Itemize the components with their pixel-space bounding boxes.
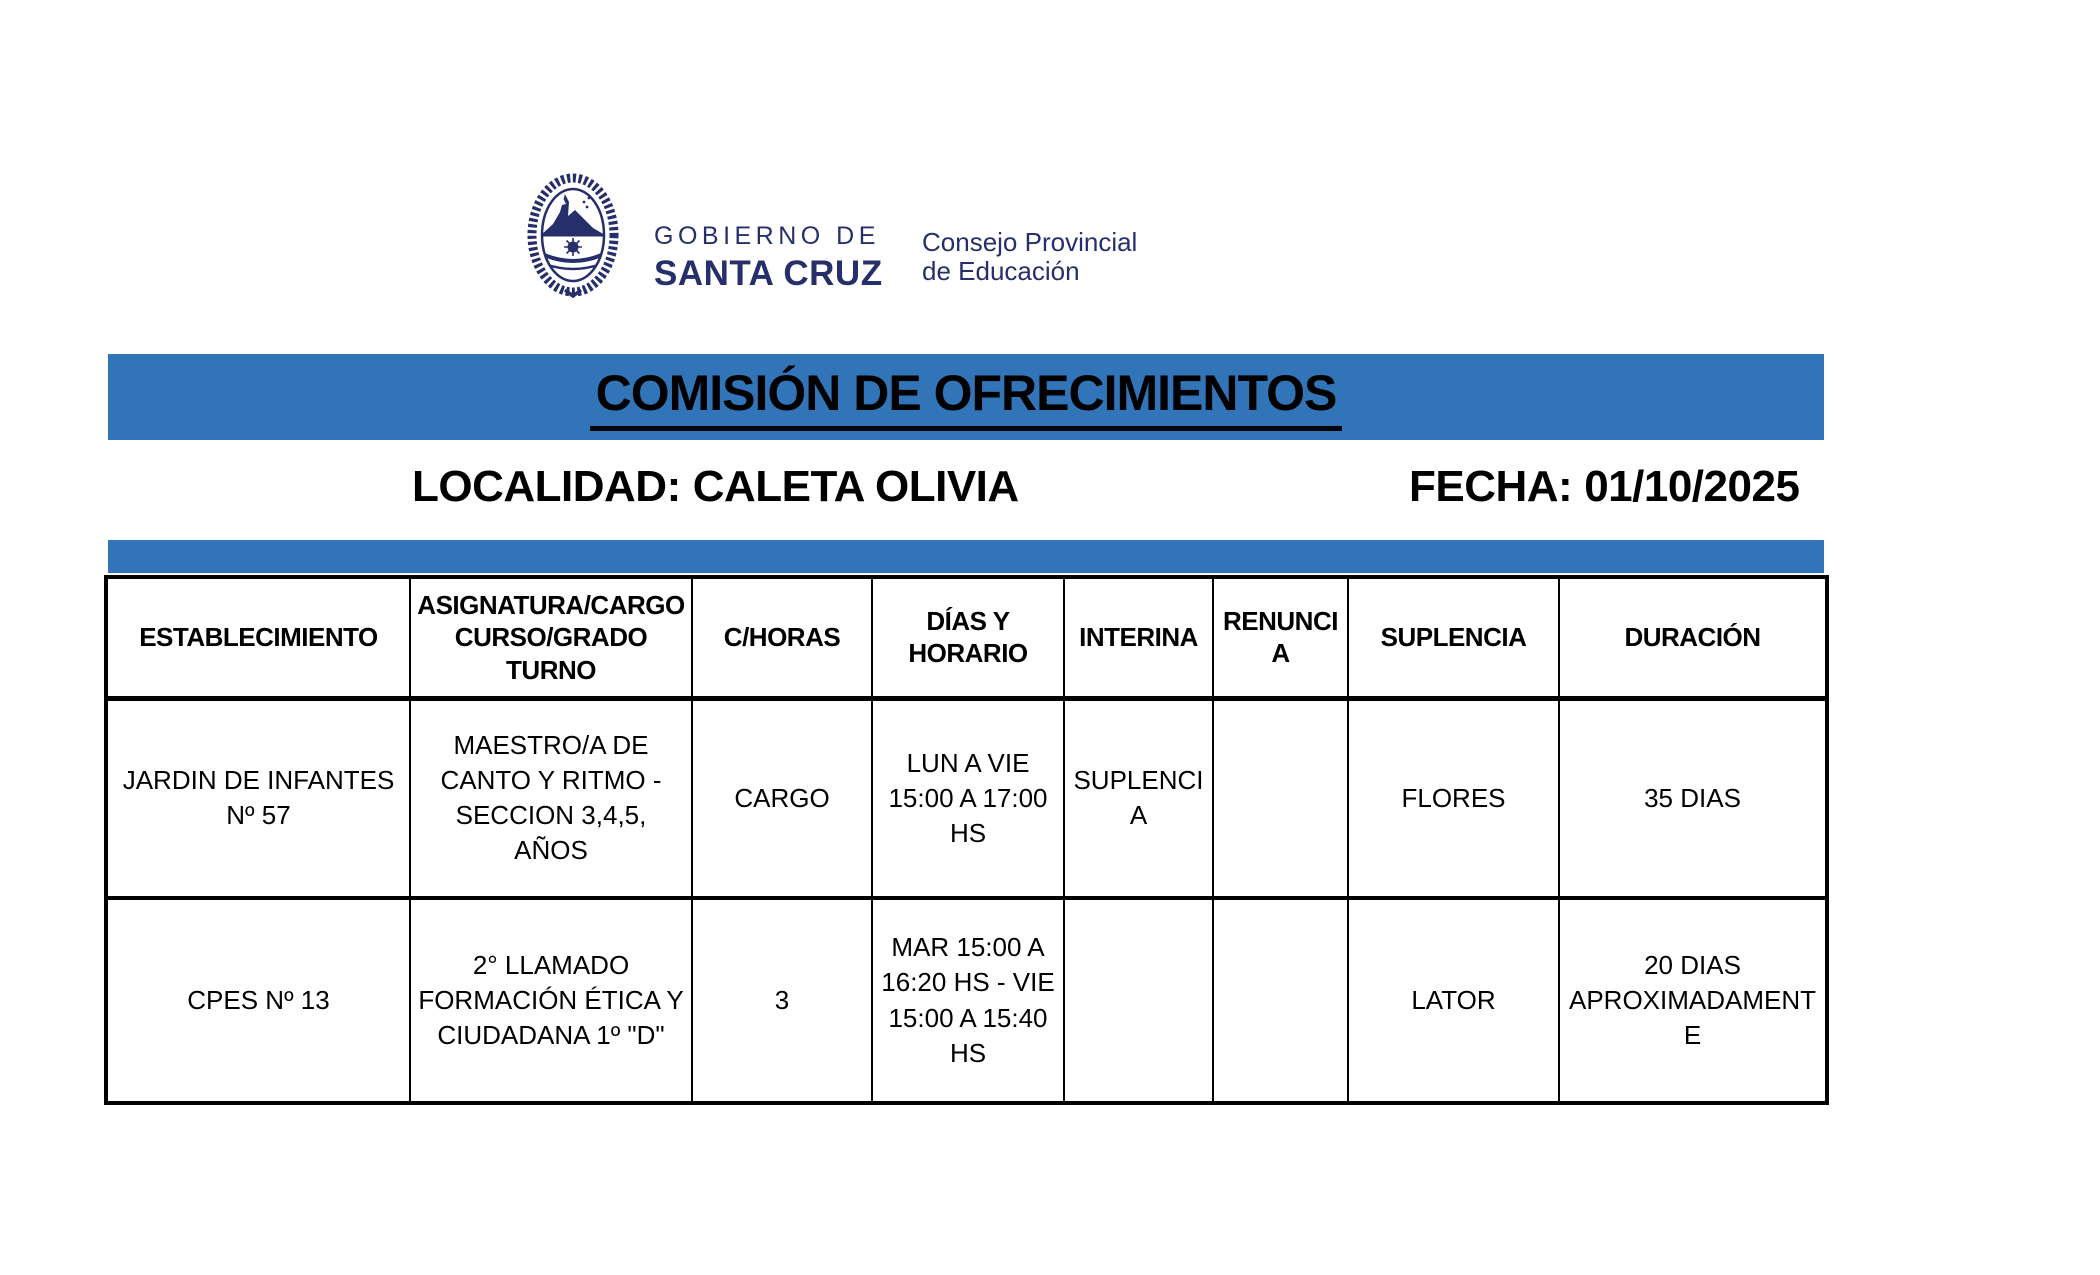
localidad-label: LOCALIDAD: <box>412 462 681 511</box>
column-header-establecimiento: ESTABLECIMIENTO <box>106 577 410 698</box>
localidad-text <box>412 462 1019 512</box>
cell-duracion: 20 DIAS APROXIMADAMENTE <box>1559 898 1827 1103</box>
de-educacion-text: de Educación <box>922 256 1080 287</box>
table-row <box>106 898 1827 1103</box>
cell-asignatura: MAESTRO/A DE CANTO Y RITMO - SECCION 3,4,5, AÑOS <box>410 698 692 898</box>
column-header-dias-y-horario: DÍAS Y HORARIO <box>872 577 1064 698</box>
column-header-renuncia: RENUNCIA <box>1213 577 1348 698</box>
gobierno-de-text: GOBIERNO DE <box>654 222 880 250</box>
cell-interina <box>1064 898 1213 1103</box>
consejo-provincial-text: Consejo Provincial <box>922 227 1138 257</box>
accent-bar <box>108 540 1824 573</box>
cell-establecimiento: JARDIN DE INFANTES Nº 57 <box>106 698 410 898</box>
cell-interina: SUPLENCIA <box>1064 698 1213 898</box>
table-header-row <box>106 577 1827 698</box>
gobierno-wordmark <box>654 222 883 294</box>
cell-duracion: 35 DIAS <box>1559 698 1827 898</box>
cell-suplencia: FLORES <box>1348 698 1559 898</box>
column-header-c-horas: C/HORAS <box>692 577 872 698</box>
column-header-duracion: DURACIÓN <box>1559 577 1827 698</box>
page-title: COMISIÓN DE OFRECIMIENTOS <box>590 364 1343 431</box>
localidad-value: CALETA OLIVIA <box>692 462 1019 511</box>
santa-cruz-text: SANTA CRUZ <box>654 254 883 293</box>
fecha-value: 01/10/2025 <box>1584 462 1800 511</box>
cell-asignatura: 2° LLAMADO FORMACIÓN ÉTICA Y CIUDADANA 1º "D" <box>410 898 692 1103</box>
cell-renuncia <box>1213 698 1348 898</box>
cell-suplencia: LATOR <box>1348 898 1559 1103</box>
title-banner <box>108 354 1824 440</box>
fecha-text <box>1409 462 1799 512</box>
column-header-interina: INTERINA <box>1064 577 1213 698</box>
cell-dias-y-horario: MAR 15:00 A 16:20 HS - VIE 15:00 A 15:40 HS <box>872 898 1064 1103</box>
table-row <box>106 698 1827 898</box>
fecha-label: FECHA: <box>1409 462 1573 511</box>
cell-c-horas: CARGO <box>692 698 872 898</box>
cell-establecimiento: CPES Nº 13 <box>106 898 410 1103</box>
column-header-suplencia: SUPLENCIA <box>1348 577 1559 698</box>
cell-dias-y-horario: LUN A VIE 15:00 A 17:00 HS <box>872 698 1064 898</box>
offers-table <box>104 575 1829 1105</box>
meta-row <box>0 462 2100 522</box>
consejo-wordmark <box>922 228 1137 286</box>
cell-c-horas: 3 <box>692 898 872 1103</box>
santa-cruz-crest-icon <box>527 172 619 299</box>
column-header-asignatura: ASIGNATURA/CARGO CURSO/GRADO TURNO <box>410 577 692 698</box>
cell-renuncia <box>1213 898 1348 1103</box>
